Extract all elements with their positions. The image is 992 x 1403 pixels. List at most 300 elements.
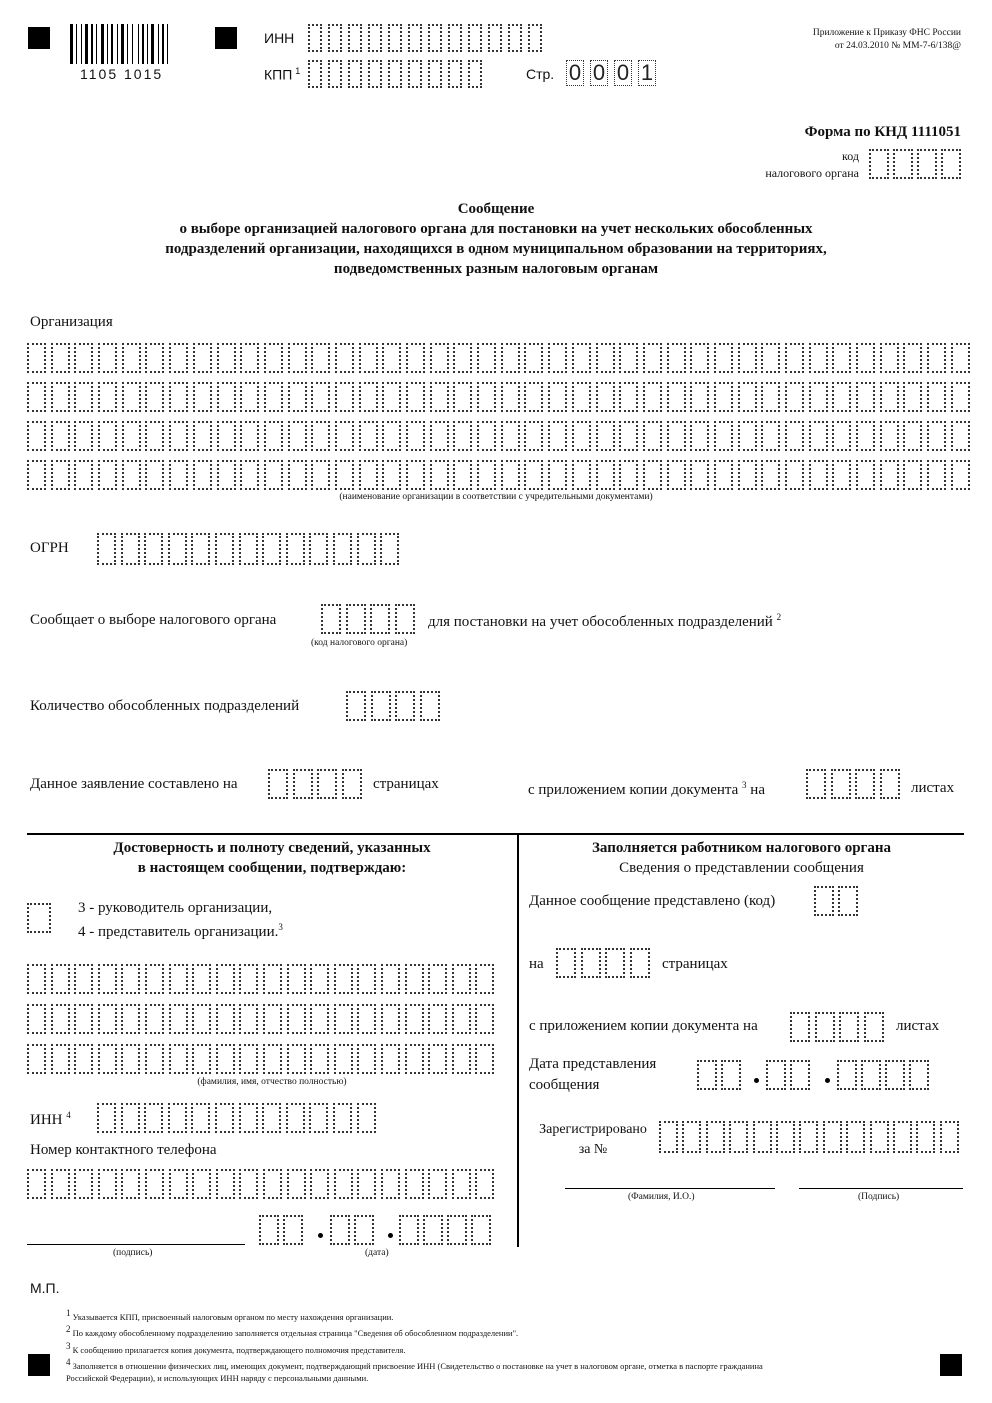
input-cell[interactable] [447, 1215, 467, 1245]
signer-type-cell[interactable] [27, 903, 51, 933]
organization-row-3[interactable] [27, 421, 970, 451]
input-cell[interactable] [192, 1169, 211, 1199]
input-cell[interactable] [217, 460, 236, 490]
signer-fio-row-3[interactable] [27, 1044, 494, 1074]
input-cell[interactable] [714, 460, 733, 490]
input-cell[interactable] [27, 964, 46, 994]
input-cell[interactable] [144, 533, 163, 565]
input-cell[interactable] [880, 769, 900, 799]
input-cell[interactable] [761, 382, 780, 412]
input-cell[interactable] [903, 460, 922, 490]
input-cell[interactable] [428, 60, 442, 88]
input-cell[interactable] [216, 964, 235, 994]
input-cell[interactable] [846, 1121, 865, 1153]
input-cell[interactable] [452, 1044, 471, 1074]
input-cell[interactable] [831, 769, 851, 799]
input-cell[interactable] [51, 382, 70, 412]
input-cell[interactable] [169, 460, 188, 490]
input-cell[interactable] [721, 1060, 741, 1090]
input-cell[interactable] [806, 769, 826, 799]
input-cell[interactable] [334, 1004, 353, 1034]
input-cell[interactable] [169, 343, 188, 373]
input-cell[interactable] [916, 1121, 935, 1153]
input-cell[interactable] [408, 24, 422, 52]
input-cell[interactable] [799, 1121, 818, 1153]
input-cell[interactable] [572, 421, 591, 451]
input-cell[interactable] [74, 421, 93, 451]
input-cell[interactable] [690, 421, 709, 451]
input-cell[interactable] [121, 1103, 140, 1133]
input-cell[interactable] [452, 1004, 471, 1034]
input-cell[interactable] [192, 1044, 211, 1074]
input-cell[interactable] [168, 533, 187, 565]
input-cell[interactable] [880, 382, 899, 412]
signer-fio-row-1[interactable] [27, 964, 494, 994]
input-cell[interactable] [388, 60, 402, 88]
input-cell[interactable] [311, 460, 330, 490]
input-cell[interactable] [381, 1169, 400, 1199]
input-cell[interactable] [346, 691, 366, 721]
input-cell[interactable] [738, 421, 757, 451]
input-cell[interactable] [524, 343, 543, 373]
input-cell[interactable] [333, 1103, 352, 1133]
input-cell[interactable] [287, 1044, 306, 1074]
input-cell[interactable] [121, 533, 140, 565]
input-cell[interactable] [838, 886, 858, 916]
input-cell[interactable] [328, 24, 342, 52]
input-cell[interactable] [121, 1169, 140, 1199]
input-cell[interactable] [288, 382, 307, 412]
input-cell[interactable] [27, 1004, 46, 1034]
input-cell[interactable] [475, 1169, 494, 1199]
input-cell[interactable] [837, 1060, 857, 1090]
input-cell[interactable] [909, 1060, 929, 1090]
input-cell[interactable] [405, 1169, 424, 1199]
input-cell[interactable] [359, 382, 378, 412]
input-cell[interactable] [405, 964, 424, 994]
input-cell[interactable] [951, 382, 970, 412]
input-cell[interactable] [74, 382, 93, 412]
input-cell[interactable] [761, 421, 780, 451]
input-cell[interactable] [169, 1004, 188, 1034]
input-cell[interactable] [98, 343, 117, 373]
input-cell[interactable] [239, 964, 258, 994]
input-cell[interactable] [262, 1103, 281, 1133]
input-cell[interactable] [288, 460, 307, 490]
input-cell[interactable] [268, 769, 288, 799]
input-cell[interactable] [524, 382, 543, 412]
input-cell[interactable] [216, 1004, 235, 1034]
phone-cells[interactable] [27, 1169, 494, 1199]
input-cell[interactable] [382, 382, 401, 412]
input-cell[interactable] [368, 60, 382, 88]
right-copy-cells[interactable] [790, 1012, 884, 1042]
input-cell[interactable] [428, 1004, 447, 1034]
input-cell[interactable] [239, 533, 258, 565]
input-cell[interactable] [548, 343, 567, 373]
input-cell[interactable] [293, 769, 313, 799]
input-cell[interactable] [761, 343, 780, 373]
input-cell[interactable] [453, 382, 472, 412]
input-cell[interactable] [823, 1121, 842, 1153]
input-cell[interactable] [217, 421, 236, 451]
input-cell[interactable] [330, 1215, 350, 1245]
input-cell[interactable] [259, 1215, 279, 1245]
sign-date-month[interactable] [330, 1215, 374, 1245]
header-inn-cells[interactable] [308, 24, 542, 52]
input-cell[interactable] [145, 343, 164, 373]
input-cell[interactable] [917, 149, 937, 179]
input-cell[interactable] [477, 421, 496, 451]
input-cell[interactable] [381, 964, 400, 994]
right-date-day[interactable] [697, 1060, 741, 1090]
input-cell[interactable] [388, 24, 402, 52]
input-cell[interactable] [501, 421, 520, 451]
input-cell[interactable] [855, 769, 875, 799]
input-cell[interactable] [240, 382, 259, 412]
input-cell[interactable] [98, 382, 117, 412]
input-cell[interactable] [428, 964, 447, 994]
input-cell[interactable] [869, 149, 889, 179]
input-cell[interactable] [832, 421, 851, 451]
input-cell[interactable] [27, 382, 46, 412]
input-cell[interactable] [382, 421, 401, 451]
input-cell[interactable] [311, 421, 330, 451]
input-cell[interactable] [406, 382, 425, 412]
input-cell[interactable] [690, 343, 709, 373]
input-cell[interactable] [240, 460, 259, 490]
input-cell[interactable] [217, 382, 236, 412]
input-cell[interactable] [667, 382, 686, 412]
input-cell[interactable] [643, 460, 662, 490]
input-cell[interactable] [423, 1215, 443, 1245]
input-cell[interactable] [264, 382, 283, 412]
input-cell[interactable] [488, 24, 502, 52]
input-cell[interactable] [659, 1121, 678, 1153]
input-cell[interactable] [893, 1121, 912, 1153]
input-cell[interactable] [192, 1004, 211, 1034]
input-cell[interactable] [619, 460, 638, 490]
input-cell[interactable] [264, 460, 283, 490]
input-cell[interactable] [169, 1044, 188, 1074]
input-cell[interactable] [310, 1169, 329, 1199]
input-cell[interactable] [328, 60, 342, 88]
input-cell[interactable] [548, 382, 567, 412]
input-cell[interactable] [309, 1103, 328, 1133]
input-cell[interactable] [51, 1004, 70, 1034]
input-cell[interactable] [368, 24, 382, 52]
input-cell[interactable] [927, 421, 946, 451]
input-cell[interactable] [903, 382, 922, 412]
input-cell[interactable] [98, 1004, 117, 1034]
input-cell[interactable] [263, 1169, 282, 1199]
input-cell[interactable] [548, 421, 567, 451]
input-cell[interactable] [524, 460, 543, 490]
input-cell[interactable] [121, 1044, 140, 1074]
input-cell[interactable] [169, 382, 188, 412]
input-cell[interactable] [193, 343, 212, 373]
input-cell[interactable] [309, 533, 328, 565]
input-cell[interactable] [596, 382, 615, 412]
input-cell[interactable] [556, 948, 576, 978]
input-cell[interactable] [122, 421, 141, 451]
input-cell[interactable] [870, 1121, 889, 1153]
input-cell[interactable] [508, 24, 522, 52]
input-cell[interactable] [420, 691, 440, 721]
organization-row-1[interactable] [27, 343, 970, 373]
sign-date-year[interactable] [399, 1215, 491, 1245]
input-cell[interactable] [262, 533, 281, 565]
input-cell[interactable] [168, 1103, 187, 1133]
input-cell[interactable] [288, 421, 307, 451]
input-cell[interactable] [690, 460, 709, 490]
input-cell[interactable] [382, 460, 401, 490]
input-cell[interactable] [287, 1004, 306, 1034]
input-cell[interactable] [283, 1215, 303, 1245]
input-cell[interactable] [406, 343, 425, 373]
choice-tax-code-cells[interactable] [321, 604, 415, 634]
input-cell[interactable] [27, 1169, 46, 1199]
input-cell[interactable] [880, 460, 899, 490]
input-cell[interactable] [215, 1103, 234, 1133]
input-cell[interactable] [51, 1044, 70, 1074]
input-cell[interactable] [428, 24, 442, 52]
input-cell[interactable] [714, 343, 733, 373]
input-cell[interactable] [475, 964, 494, 994]
input-cell[interactable] [98, 1044, 117, 1074]
input-cell[interactable] [381, 1044, 400, 1074]
input-cell[interactable] [885, 1060, 905, 1090]
input-cell[interactable] [477, 343, 496, 373]
pages-cells[interactable] [268, 769, 362, 799]
input-cell[interactable] [334, 1169, 353, 1199]
input-cell[interactable] [357, 1169, 376, 1199]
input-cell[interactable] [619, 343, 638, 373]
input-cell[interactable] [98, 964, 117, 994]
input-cell[interactable] [240, 421, 259, 451]
input-cell[interactable] [471, 1215, 491, 1245]
input-cell[interactable] [880, 421, 899, 451]
input-cell[interactable] [311, 382, 330, 412]
input-cell[interactable] [453, 421, 472, 451]
input-cell[interactable] [191, 1103, 210, 1133]
sign-date-day[interactable] [259, 1215, 303, 1245]
input-cell[interactable] [903, 343, 922, 373]
input-cell[interactable] [287, 964, 306, 994]
input-cell[interactable] [27, 1044, 46, 1074]
input-cell[interactable] [122, 382, 141, 412]
pages-copy-cells[interactable] [806, 769, 900, 799]
input-cell[interactable] [74, 964, 93, 994]
input-cell[interactable] [399, 1215, 419, 1245]
input-cell[interactable] [215, 533, 234, 565]
input-cell[interactable] [348, 24, 362, 52]
input-cell[interactable] [216, 1044, 235, 1074]
input-cell[interactable] [572, 382, 591, 412]
input-cell[interactable] [619, 382, 638, 412]
input-cell[interactable] [790, 1060, 810, 1090]
input-cell[interactable] [308, 24, 322, 52]
input-cell[interactable] [239, 1044, 258, 1074]
signer-fio-row-2[interactable] [27, 1004, 494, 1034]
input-cell[interactable] [263, 1004, 282, 1034]
organization-row-2[interactable] [27, 382, 970, 412]
input-cell[interactable] [832, 343, 851, 373]
input-cell[interactable] [191, 533, 210, 565]
input-cell[interactable] [334, 964, 353, 994]
input-cell[interactable] [193, 421, 212, 451]
input-cell[interactable] [145, 421, 164, 451]
input-cell[interactable] [335, 382, 354, 412]
input-cell[interactable] [51, 343, 70, 373]
input-cell[interactable] [311, 343, 330, 373]
input-cell[interactable] [477, 382, 496, 412]
input-cell[interactable] [287, 1169, 306, 1199]
input-cell[interactable] [145, 460, 164, 490]
input-cell[interactable] [380, 533, 399, 565]
input-cell[interactable] [395, 691, 415, 721]
input-cell[interactable] [370, 604, 390, 634]
input-cell[interactable] [430, 343, 449, 373]
signer-inn-cells[interactable] [97, 1103, 376, 1133]
input-cell[interactable] [239, 1004, 258, 1034]
input-cell[interactable] [405, 1004, 424, 1034]
input-cell[interactable] [548, 460, 567, 490]
header-tax-code-cells[interactable] [869, 149, 961, 179]
input-cell[interactable] [317, 769, 337, 799]
input-cell[interactable] [596, 343, 615, 373]
input-cell[interactable] [354, 1215, 374, 1245]
input-cell[interactable] [581, 948, 601, 978]
input-cell[interactable] [809, 343, 828, 373]
input-cell[interactable] [814, 886, 834, 916]
input-cell[interactable] [51, 1169, 70, 1199]
input-cell[interactable] [832, 460, 851, 490]
input-cell[interactable] [893, 149, 913, 179]
ogrn-cells[interactable] [97, 533, 399, 565]
input-cell[interactable] [453, 460, 472, 490]
input-cell[interactable] [809, 460, 828, 490]
input-cell[interactable] [832, 382, 851, 412]
header-kpp-cells[interactable] [308, 60, 482, 88]
input-cell[interactable] [501, 382, 520, 412]
input-cell[interactable] [528, 24, 542, 52]
input-cell[interactable] [856, 343, 875, 373]
input-cell[interactable] [74, 1044, 93, 1074]
input-cell[interactable] [346, 604, 366, 634]
signature-line[interactable] [27, 1244, 245, 1245]
input-cell[interactable] [193, 460, 212, 490]
input-cell[interactable] [729, 1121, 748, 1153]
input-cell[interactable] [405, 1044, 424, 1074]
input-cell[interactable] [97, 533, 116, 565]
input-cell[interactable] [619, 421, 638, 451]
input-cell[interactable] [428, 1169, 447, 1199]
input-cell[interactable] [682, 1121, 701, 1153]
input-cell[interactable] [643, 343, 662, 373]
input-cell[interactable] [144, 1103, 163, 1133]
input-cell[interactable] [452, 964, 471, 994]
input-cell[interactable] [310, 1004, 329, 1034]
input-cell[interactable] [951, 460, 970, 490]
input-cell[interactable] [169, 1169, 188, 1199]
input-cell[interactable] [357, 533, 376, 565]
input-cell[interactable] [145, 1169, 164, 1199]
input-cell[interactable] [430, 460, 449, 490]
input-cell[interactable] [468, 24, 482, 52]
input-cell[interactable] [667, 460, 686, 490]
input-cell[interactable] [809, 382, 828, 412]
right-pages-cells[interactable] [556, 948, 650, 978]
input-cell[interactable] [98, 1169, 117, 1199]
input-cell[interactable] [122, 343, 141, 373]
input-cell[interactable] [861, 1060, 881, 1090]
input-cell[interactable] [572, 343, 591, 373]
input-cell[interactable] [51, 421, 70, 451]
input-cell[interactable] [286, 533, 305, 565]
input-cell[interactable] [395, 604, 415, 634]
input-cell[interactable] [74, 1004, 93, 1034]
input-cell[interactable] [286, 1103, 305, 1133]
input-cell[interactable] [145, 1044, 164, 1074]
input-cell[interactable] [927, 382, 946, 412]
input-cell[interactable] [381, 1004, 400, 1034]
input-cell[interactable] [382, 343, 401, 373]
input-cell[interactable] [193, 382, 212, 412]
input-cell[interactable] [856, 421, 875, 451]
input-cell[interactable] [359, 421, 378, 451]
input-cell[interactable] [342, 769, 362, 799]
input-cell[interactable] [27, 903, 51, 933]
input-cell[interactable] [359, 343, 378, 373]
input-cell[interactable] [940, 1121, 959, 1153]
input-cell[interactable] [98, 421, 117, 451]
input-cell[interactable] [453, 343, 472, 373]
input-cell[interactable] [452, 1169, 471, 1199]
input-cell[interactable] [785, 460, 804, 490]
input-cell[interactable] [264, 343, 283, 373]
input-cell[interactable] [785, 382, 804, 412]
input-cell[interactable] [97, 1103, 116, 1133]
input-cell[interactable] [468, 60, 482, 88]
input-cell[interactable] [501, 460, 520, 490]
input-cell[interactable] [572, 460, 591, 490]
input-cell[interactable] [310, 964, 329, 994]
input-cell[interactable] [477, 460, 496, 490]
input-cell[interactable] [27, 421, 46, 451]
input-cell[interactable] [690, 382, 709, 412]
input-cell[interactable] [359, 460, 378, 490]
input-cell[interactable] [51, 460, 70, 490]
input-cell[interactable] [630, 948, 650, 978]
count-cells[interactable] [346, 691, 440, 721]
input-cell[interactable] [334, 1044, 353, 1074]
input-cell[interactable] [856, 460, 875, 490]
input-cell[interactable] [335, 460, 354, 490]
input-cell[interactable] [74, 343, 93, 373]
input-cell[interactable] [776, 1121, 795, 1153]
input-cell[interactable] [475, 1004, 494, 1034]
input-cell[interactable] [169, 964, 188, 994]
input-cell[interactable] [785, 343, 804, 373]
input-cell[interactable] [643, 421, 662, 451]
input-cell[interactable] [74, 460, 93, 490]
input-cell[interactable] [927, 343, 946, 373]
input-cell[interactable] [941, 149, 961, 179]
input-cell[interactable] [596, 460, 615, 490]
input-cell[interactable] [430, 421, 449, 451]
input-cell[interactable] [738, 343, 757, 373]
